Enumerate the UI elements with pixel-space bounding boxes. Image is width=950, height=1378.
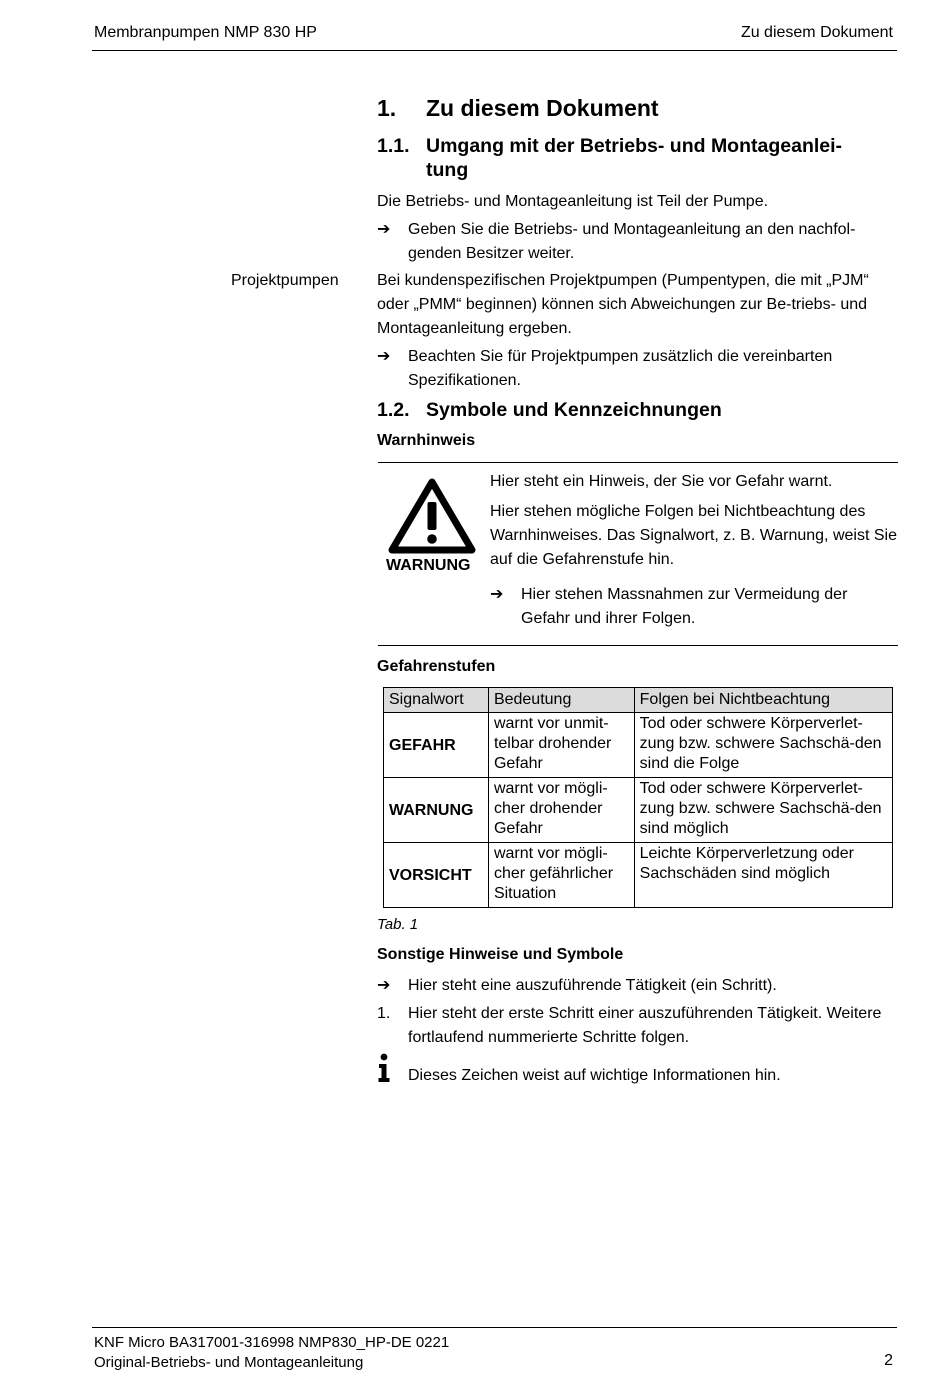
footer-divider	[92, 1327, 897, 1328]
section-1-1-title-line1: Umgang mit der Betriebs- und Montageanlei-	[426, 135, 843, 157]
footer-document-id: KNF Micro BA317001-316998 NMP830_HP-DE 0221	[94, 1334, 450, 1351]
margin-label-projektpumpen: Projektpumpen	[231, 272, 339, 289]
arrow-right-icon: ➔	[377, 221, 391, 238]
section-1-1-title	[426, 134, 842, 182]
step-number: 1.	[377, 1005, 391, 1022]
action-item-text: Hier steht eine auszuführende Tätigkeit (ein Schritt).	[408, 977, 777, 994]
gefahrenstufen-heading: Gefahrenstufen	[377, 658, 496, 675]
warning-action-text: Hier stehen Massnahmen zur Vermeidung der Gefahr und ihrer Folgen.	[521, 586, 848, 627]
action-item-text: Geben Sie die Betriebs- und Montageanleitung an den nachfol-genden Besitzer weiter.	[408, 221, 856, 262]
numbered-step-example	[377, 1002, 897, 1050]
table-cell-consequence: Leichte Körperverletzung oder Sachschäden sind möglich	[634, 843, 892, 908]
arrow-right-icon: ➔	[490, 586, 504, 603]
table-cell-meaning: warnt vor mögli-cher gefährlicher Situation	[488, 843, 634, 908]
header-divider	[92, 50, 897, 51]
section-1-2-number: 1.2.	[377, 399, 410, 421]
action-item-pass-on	[377, 218, 897, 266]
action-item-text: Beachten Sie für Projektpumpen zusätzlich die vereinbarten Spezifikationen.	[408, 348, 833, 389]
warning-consequence-text: Hier stehen mögliche Folgen bei Nichtbeachtung des Warnhinweises. Das Signalwort, z. B. Warnung, weist Sie auf die Gefahrenstufe hin.	[490, 503, 897, 568]
arrow-right-icon: ➔	[377, 348, 391, 365]
section-1-number: 1.	[377, 95, 397, 121]
table-cell-meaning: warnt vor mögli-cher drohender Gefahr	[488, 778, 634, 843]
header-left: Membranpumpen NMP 830 HP	[94, 24, 317, 41]
warning-box-bottom-rule	[378, 645, 898, 646]
section-1-2-heading	[377, 398, 722, 422]
section-1-1-title-line2: tung	[426, 159, 469, 181]
section-1-1-number: 1.1.	[377, 135, 410, 157]
arrow-right-icon: ➔	[377, 977, 391, 994]
section-1-1-heading	[377, 134, 842, 182]
page-number: 2	[884, 1352, 893, 1369]
table-cell-signal: GEFAHR	[384, 713, 489, 778]
table-cell-consequence: Tod oder schwere Körperverlet-zung bzw. schwere Sachschä-den sind möglich	[634, 778, 892, 843]
table-header-signalwort: Signalwort	[384, 688, 489, 713]
table-row	[384, 713, 893, 778]
other-hints-heading: Sonstige Hinweise und Symbole	[377, 946, 624, 963]
table-cell-consequence: Tod oder schwere Körperverlet-zung bzw. schwere Sachschä-den sind die Folge	[634, 713, 892, 778]
footer-document-title: Original-Betriebs- und Montageanleitung	[94, 1354, 364, 1371]
section-1-title: Zu diesem Dokument	[426, 95, 659, 121]
danger-levels-table	[383, 687, 893, 908]
paragraph-part-of-pump: Die Betriebs- und Montageanleitung ist Teil der Pumpe.	[377, 193, 769, 210]
header-right: Zu diesem Dokument	[740, 24, 893, 41]
warning-triangle-icon	[388, 476, 476, 556]
action-item-example	[377, 974, 897, 998]
table-row	[384, 778, 893, 843]
warning-action-item	[490, 583, 900, 631]
warning-hint-text: Hier steht ein Hinweis, der Sie vor Gefahr warnt.	[490, 473, 833, 490]
paragraph-projektpumpen: Bei kundenspezifischen Projektpumpen (Pumpentypen, die mit „PJM“ oder „PMM“ beginnen) können sich Abweichungen zur Be-triebs- und Montageanleitung ergeben.	[377, 272, 869, 337]
warning-box-top-rule	[378, 462, 898, 463]
table-caption: Tab. 1	[377, 916, 419, 933]
table-cell-signal: WARNUNG	[384, 778, 489, 843]
action-item-specifications	[377, 345, 897, 393]
table-header-bedeutung: Bedeutung	[488, 688, 634, 713]
warning-signal-word: WARNUNG	[386, 557, 471, 574]
section-1-heading	[377, 95, 659, 122]
table-cell-meaning: warnt vor unmit-telbar drohender Gefahr	[488, 713, 634, 778]
table-cell-signal: VORSICHT	[384, 843, 489, 908]
section-1-2-title: Symbole und Kennzeichnungen	[426, 399, 722, 421]
step-text: Hier steht der erste Schritt einer auszuführenden Tätigkeit. Weitere fortlaufend nummerierte Schritte folgen.	[408, 1005, 882, 1046]
info-icon	[377, 1053, 391, 1083]
table-row	[384, 843, 893, 908]
table-header-folgen: Folgen bei Nichtbeachtung	[634, 688, 892, 713]
table-header-row	[384, 688, 893, 713]
warnhinweis-heading: Warnhinweis	[377, 432, 476, 449]
info-text: Dieses Zeichen weist auf wichtige Informationen hin.	[408, 1067, 781, 1084]
